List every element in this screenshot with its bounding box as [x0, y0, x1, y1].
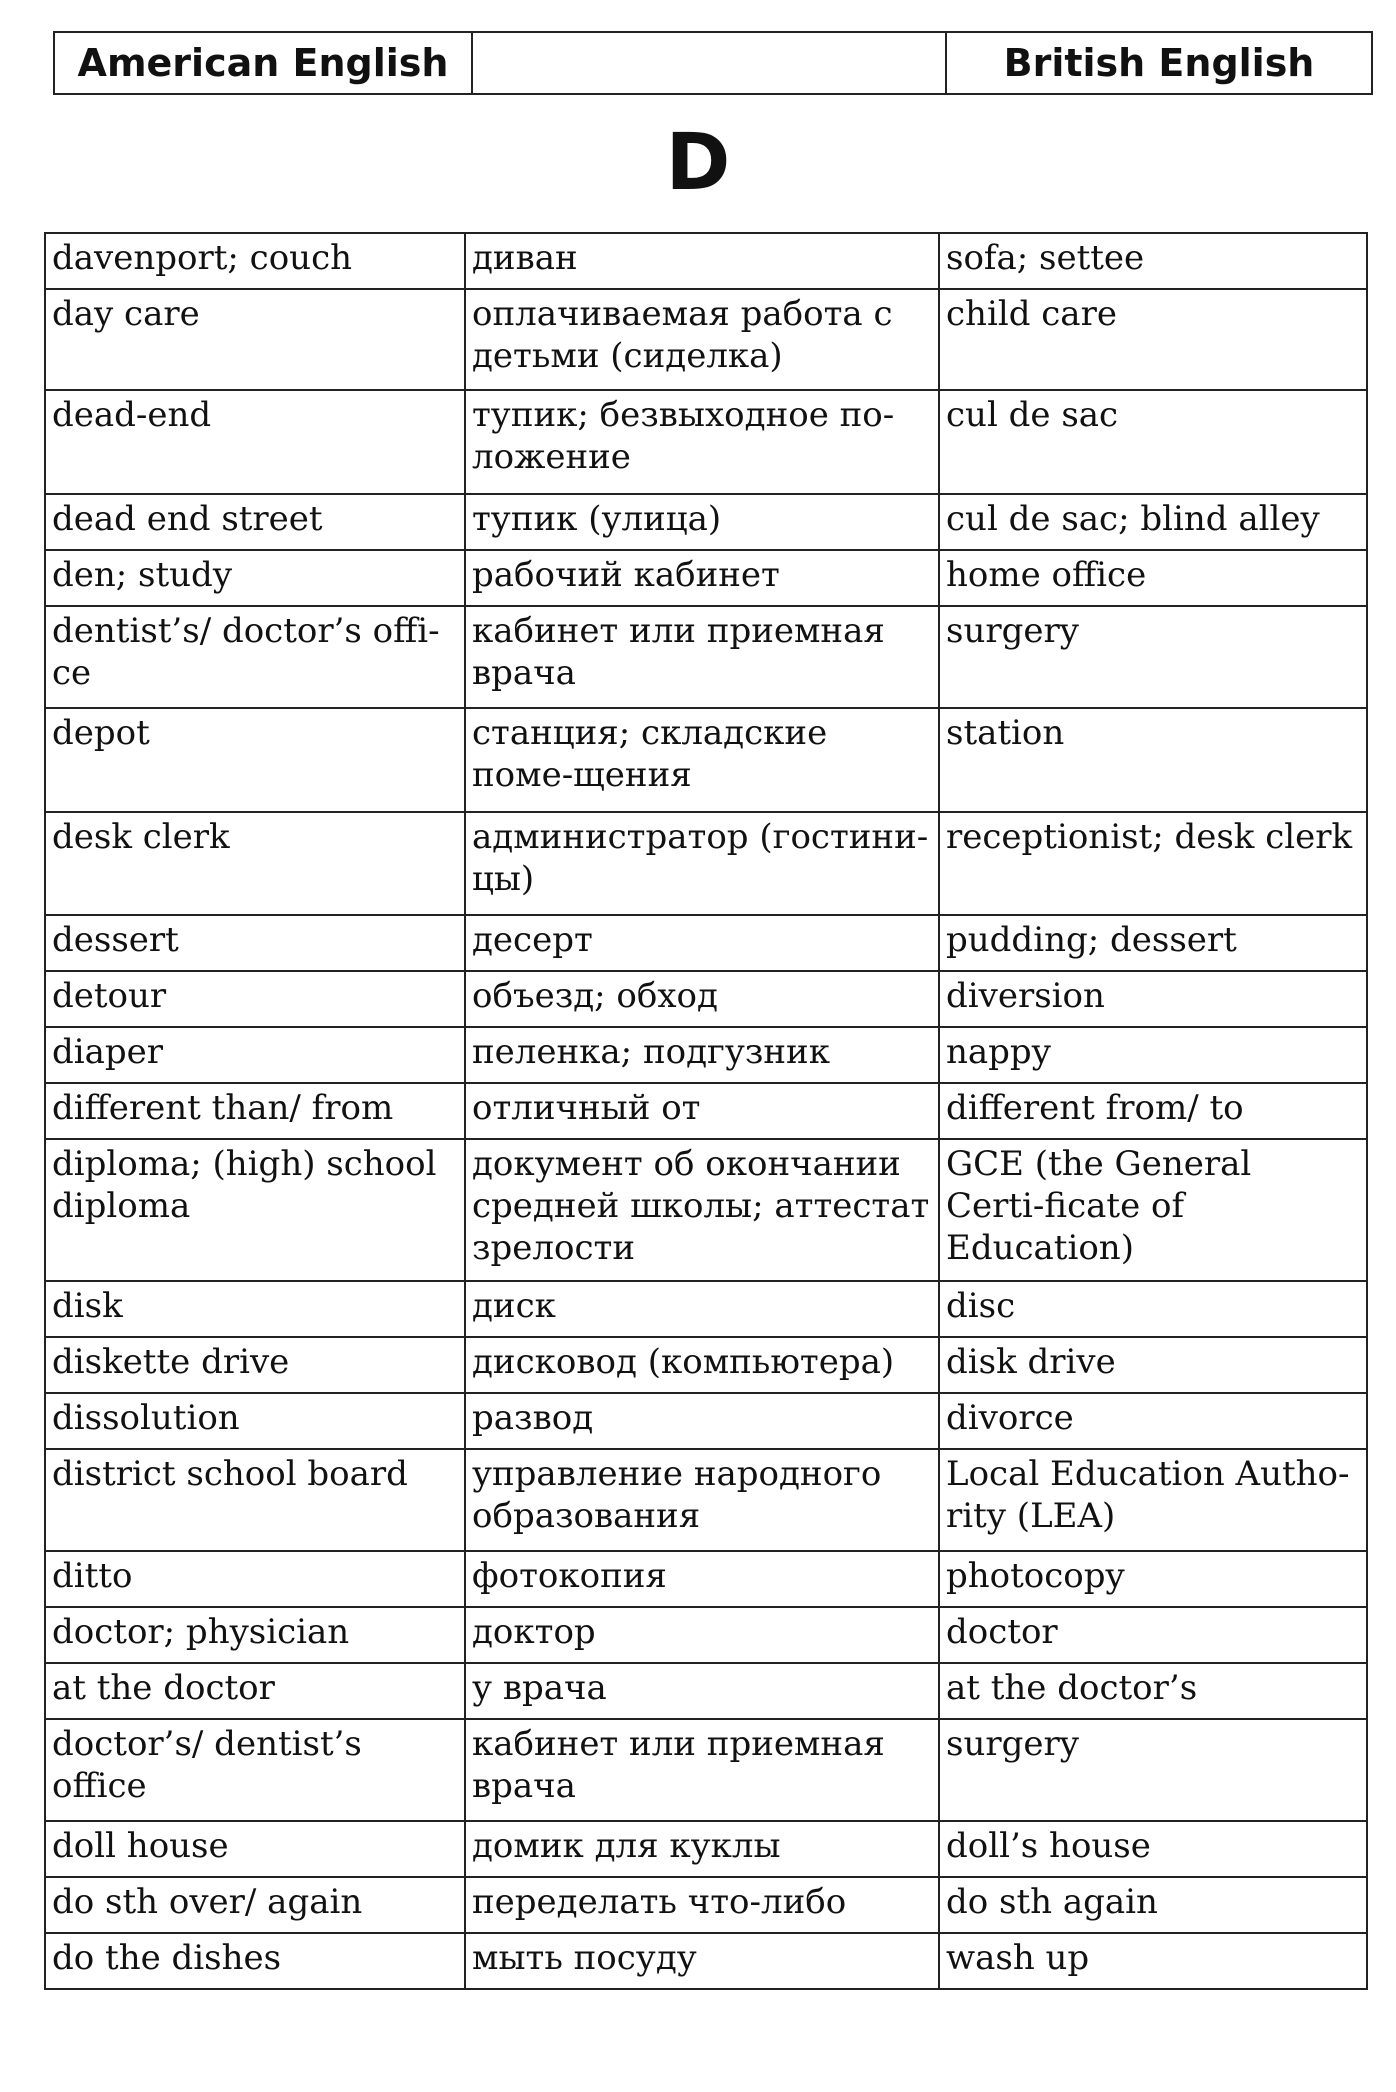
table-row: [45, 1877, 1367, 1933]
british-term-cell: nappy: [939, 1027, 1367, 1083]
russian-translation-cell: кабинет или приемная врача: [465, 1719, 939, 1821]
table-row: [45, 1821, 1367, 1877]
american-term-cell: detour: [45, 971, 465, 1027]
table-row: [45, 550, 1367, 606]
header-middle-blank: [472, 32, 946, 94]
russian-translation-cell: кабинет или приемная врача: [465, 606, 939, 708]
american-term-cell: dead end street: [45, 494, 465, 550]
british-term-cell: home office: [939, 550, 1367, 606]
russian-translation-cell: диск: [465, 1281, 939, 1337]
american-term-cell: doctor; physician: [45, 1607, 465, 1663]
russian-translation-cell: дисковод (компьютера): [465, 1337, 939, 1393]
american-term-cell: diaper: [45, 1027, 465, 1083]
british-term-cell: doctor: [939, 1607, 1367, 1663]
russian-translation-cell: администратор (гостини-цы): [465, 812, 939, 915]
american-term-cell: diploma; (high) school diploma: [45, 1139, 465, 1281]
table-row: [45, 1551, 1367, 1607]
table-row: [45, 1607, 1367, 1663]
russian-translation-cell: тупик; безвыходное по-ложение: [465, 390, 939, 494]
russian-translation-cell: тупик (улица): [465, 494, 939, 550]
table-row: [45, 606, 1367, 708]
british-term-cell: disc: [939, 1281, 1367, 1337]
american-term-cell: davenport; couch: [45, 233, 465, 289]
table-row: [45, 1393, 1367, 1449]
russian-translation-cell: управление народного образования: [465, 1449, 939, 1551]
american-term-cell: ditto: [45, 1551, 465, 1607]
table-row: [45, 812, 1367, 915]
british-term-cell: surgery: [939, 606, 1367, 708]
british-term-cell: cul de sac; blind alley: [939, 494, 1367, 550]
british-term-cell: diversion: [939, 971, 1367, 1027]
british-term-cell: do sth again: [939, 1877, 1367, 1933]
american-term-cell: day care: [45, 289, 465, 390]
british-term-cell: different from/ to: [939, 1083, 1367, 1139]
american-term-cell: dead-end: [45, 390, 465, 494]
american-term-cell: desk clerk: [45, 812, 465, 915]
american-term-cell: den; study: [45, 550, 465, 606]
british-term-cell: at the doctor’s: [939, 1663, 1367, 1719]
table-row: [45, 1337, 1367, 1393]
dictionary-table: [44, 232, 1368, 1990]
table-row: [45, 494, 1367, 550]
table-row: [45, 1933, 1367, 1989]
russian-translation-cell: у врача: [465, 1663, 939, 1719]
dictionary-body: [45, 233, 1367, 1989]
british-term-cell: cul de sac: [939, 390, 1367, 494]
russian-translation-cell: мыть посуду: [465, 1933, 939, 1989]
american-term-cell: diskette drive: [45, 1337, 465, 1393]
american-term-cell: different than/ from: [45, 1083, 465, 1139]
russian-translation-cell: пеленка; подгузник: [465, 1027, 939, 1083]
russian-translation-cell: станция; складские поме-щения: [465, 708, 939, 812]
section-letter: D: [665, 118, 731, 208]
british-term-cell: divorce: [939, 1393, 1367, 1449]
russian-translation-cell: фотокопия: [465, 1551, 939, 1607]
table-row: [45, 1719, 1367, 1821]
header-american-english: American English: [54, 32, 472, 94]
british-term-cell: photocopy: [939, 1551, 1367, 1607]
table-row: [45, 1139, 1367, 1281]
table-row: [45, 1663, 1367, 1719]
table-row: [45, 233, 1367, 289]
british-term-cell: receptionist; desk clerk: [939, 812, 1367, 915]
table-row: [45, 971, 1367, 1027]
russian-translation-cell: оплачиваемая работа с детьми (сиделка): [465, 289, 939, 390]
russian-translation-cell: десерт: [465, 915, 939, 971]
table-row: [45, 390, 1367, 494]
british-term-cell: child care: [939, 289, 1367, 390]
american-term-cell: depot: [45, 708, 465, 812]
russian-translation-cell: документ об окончании средней школы; аттестат зрелости: [465, 1139, 939, 1281]
table-row: [45, 915, 1367, 971]
russian-translation-cell: домик для куклы: [465, 1821, 939, 1877]
british-term-cell: wash up: [939, 1933, 1367, 1989]
american-term-cell: dissolution: [45, 1393, 465, 1449]
american-term-cell: dessert: [45, 915, 465, 971]
british-term-cell: GCE (the General Certi-ficate of Education): [939, 1139, 1367, 1281]
american-term-cell: doctor’s/ dentist’s office: [45, 1719, 465, 1821]
american-term-cell: do the dishes: [45, 1933, 465, 1989]
british-term-cell: Local Education Autho-rity (LEA): [939, 1449, 1367, 1551]
russian-translation-cell: отличный от: [465, 1083, 939, 1139]
british-term-cell: pudding; dessert: [939, 915, 1367, 971]
british-term-cell: disk drive: [939, 1337, 1367, 1393]
american-term-cell: doll house: [45, 1821, 465, 1877]
table-row: [45, 1083, 1367, 1139]
british-term-cell: surgery: [939, 1719, 1367, 1821]
table-row: [45, 708, 1367, 812]
british-term-cell: station: [939, 708, 1367, 812]
american-term-cell: do sth over/ again: [45, 1877, 465, 1933]
table-row: [45, 289, 1367, 390]
british-term-cell: sofa; settee: [939, 233, 1367, 289]
table-row: [45, 1027, 1367, 1083]
american-term-cell: dentist’s/ doctor’s offi-ce: [45, 606, 465, 708]
american-term-cell: at the doctor: [45, 1663, 465, 1719]
russian-translation-cell: переделать что-либо: [465, 1877, 939, 1933]
american-term-cell: disk: [45, 1281, 465, 1337]
british-term-cell: doll’s house: [939, 1821, 1367, 1877]
table-row: [45, 1281, 1367, 1337]
russian-translation-cell: объезд; обход: [465, 971, 939, 1027]
header-british-english: British English: [946, 32, 1372, 94]
russian-translation-cell: развод: [465, 1393, 939, 1449]
russian-translation-cell: доктор: [465, 1607, 939, 1663]
russian-translation-cell: диван: [465, 233, 939, 289]
american-term-cell: district school board: [45, 1449, 465, 1551]
column-header-row: [54, 32, 1372, 94]
column-header-table: [53, 31, 1373, 95]
table-row: [45, 1449, 1367, 1551]
russian-translation-cell: рабочий кабинет: [465, 550, 939, 606]
